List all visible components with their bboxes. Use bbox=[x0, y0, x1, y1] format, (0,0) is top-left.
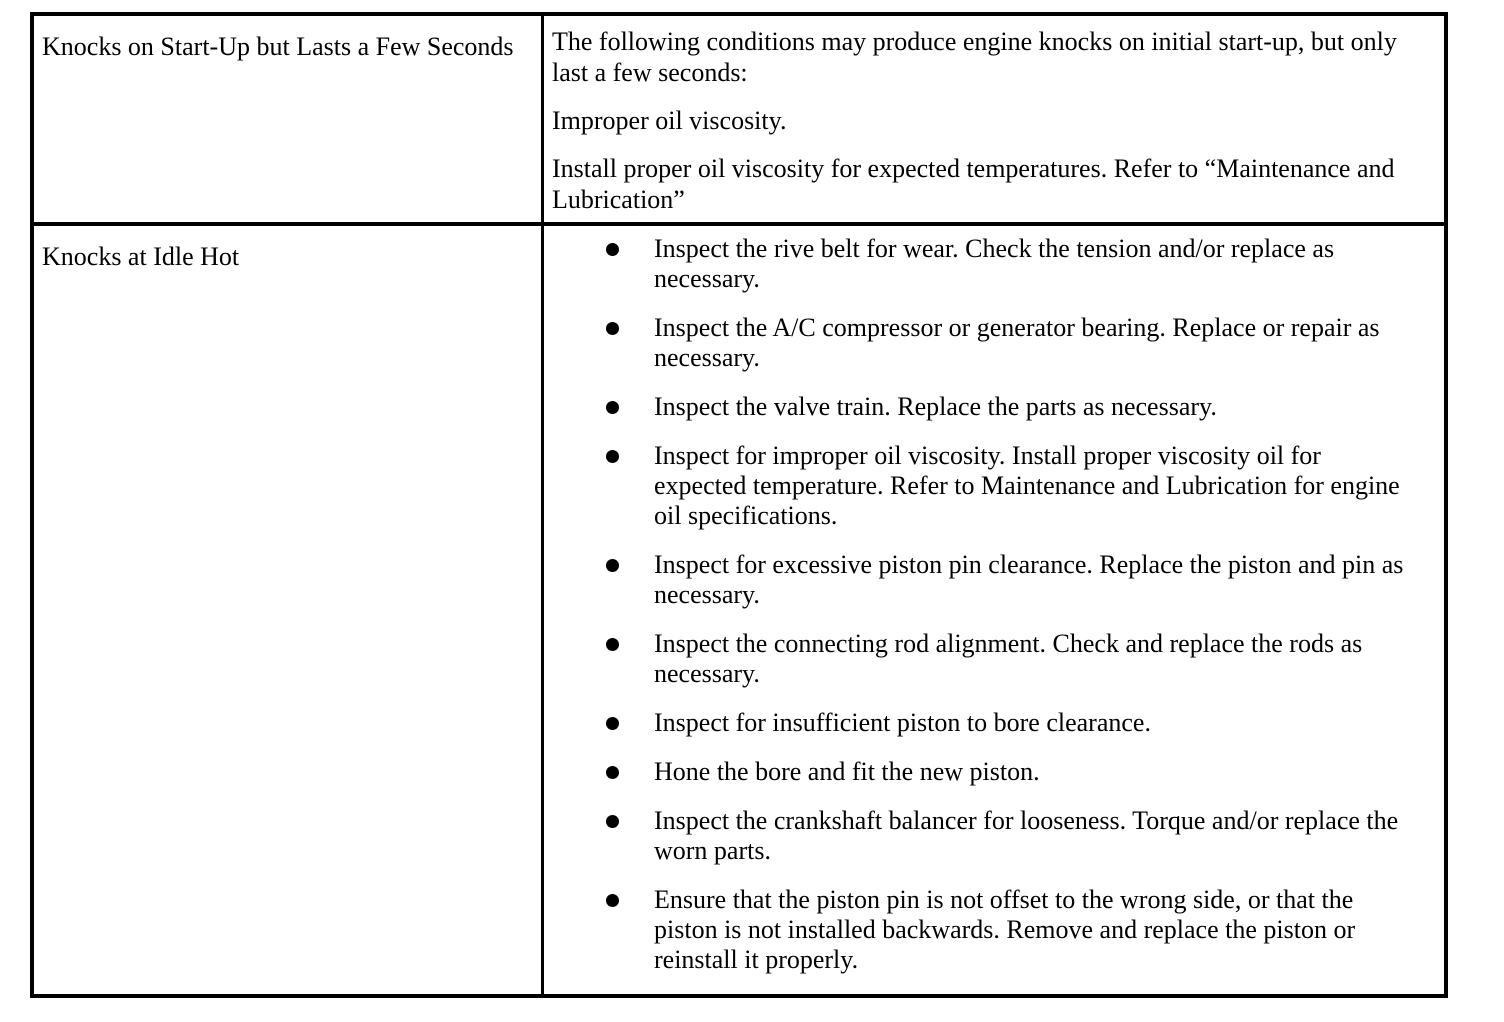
detail-paragraph: Install proper oil viscosity for expected temperatures. Refer to “Maintenance and Lubrication” bbox=[552, 154, 1395, 214]
bullet-icon bbox=[606, 638, 619, 651]
list-item-text: Inspect the valve train. Replace the parts as necessary. bbox=[654, 392, 1217, 421]
list-item-text: Hone the bore and fit the new piston. bbox=[654, 757, 1040, 786]
bullet-icon bbox=[606, 717, 619, 730]
bullet-icon bbox=[606, 243, 619, 256]
list-item bbox=[594, 392, 1404, 422]
list-item bbox=[594, 550, 1404, 610]
detail-paragraph: The following conditions may produce engine knocks on initial start-up, but only last a few seconds: bbox=[552, 27, 1397, 87]
list-item-text: Inspect the connecting rod alignment. Check and replace the rods as necessary. bbox=[654, 629, 1363, 688]
table-row bbox=[34, 16, 1444, 226]
table-row bbox=[34, 226, 1444, 994]
bullet-icon bbox=[606, 894, 619, 907]
diagnosis-table bbox=[30, 12, 1448, 998]
detail-cell bbox=[552, 26, 1432, 215]
list-item bbox=[594, 441, 1404, 531]
list-item bbox=[594, 885, 1404, 975]
bullet-icon bbox=[606, 401, 619, 414]
detail-paragraph: Improper oil viscosity. bbox=[552, 106, 787, 135]
bullet-icon bbox=[606, 322, 619, 335]
list-item-text: Inspect for insufficient piston to bore clearance. bbox=[654, 708, 1151, 737]
list-item-text: Inspect the crankshaft balancer for looseness. Torque and/or replace the worn parts. bbox=[654, 806, 1399, 865]
list-item bbox=[594, 806, 1404, 866]
list-item bbox=[594, 313, 1404, 373]
bullet-icon bbox=[606, 559, 619, 572]
bullet-icon bbox=[606, 815, 619, 828]
list-item-text: Ensure that the piston pin is not offset to the wrong side, or that the piston is not installed backwards. Remove and replace the piston or reinstall it properly. bbox=[654, 885, 1356, 974]
list-item-text: Inspect for improper oil viscosity. Install proper viscosity oil for expected temperature. Refer to Maintenance and Lubrication for engine oil specifications. bbox=[654, 441, 1400, 530]
bullet-icon bbox=[606, 450, 619, 463]
list-item bbox=[594, 757, 1404, 787]
bullet-icon bbox=[606, 766, 619, 779]
list-item-text: Inspect the A/C compressor or generator bearing. Replace or repair as necessary. bbox=[654, 313, 1380, 372]
list-item bbox=[594, 234, 1404, 294]
symptom-cell: Knocks at Idle Hot bbox=[42, 242, 240, 271]
symptom-cell: Knocks on Start-Up but Lasts a Few Seconds bbox=[42, 32, 514, 61]
list-item-text: Inspect the rive belt for wear. Check the tension and/or replace as necessary. bbox=[654, 234, 1335, 293]
list-item bbox=[594, 708, 1404, 738]
bullet-list bbox=[594, 234, 1404, 994]
list-item-text: Inspect for excessive piston pin clearance. Replace the piston and pin as necessary. bbox=[654, 550, 1404, 609]
list-item bbox=[594, 629, 1404, 689]
